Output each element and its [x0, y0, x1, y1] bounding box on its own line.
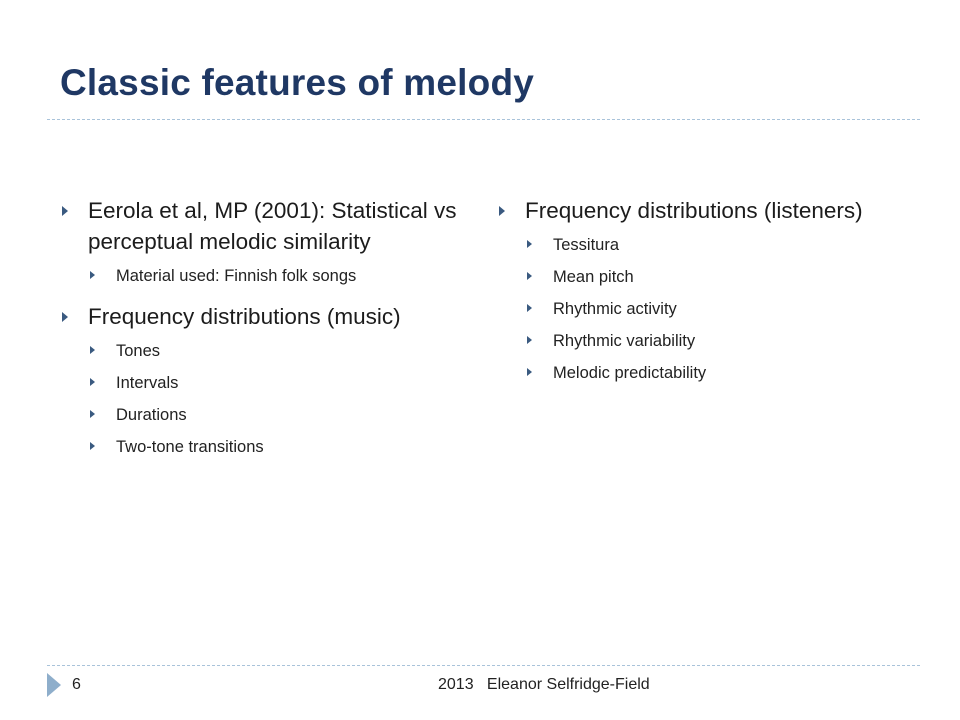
- sub-bullet-arrow-icon: [527, 304, 532, 312]
- sub-bullet-arrow-icon: [527, 240, 532, 248]
- bullet-group: [497, 195, 917, 384]
- sub-bullet-item: [60, 340, 460, 362]
- sub-bullet-item: [60, 372, 460, 394]
- bullet-arrow-icon: [62, 312, 68, 322]
- bullet-arrow-icon: [499, 206, 505, 216]
- sub-bullet-list: [60, 265, 460, 287]
- sub-bullet-text: Melodic predictability: [553, 364, 707, 382]
- title-divider: [47, 119, 920, 120]
- bullet-text: Frequency distributions (music): [88, 304, 401, 329]
- right-column: [497, 195, 917, 398]
- sub-bullet-arrow-icon: [527, 272, 532, 280]
- sub-bullet-text: Two-tone transitions: [116, 438, 264, 456]
- sub-bullet-item: [497, 234, 917, 256]
- bullet-group: [60, 301, 460, 458]
- page-number: 6: [72, 676, 81, 693]
- bullet-item: [60, 301, 460, 332]
- sub-bullet-arrow-icon: [90, 378, 95, 386]
- bullet-group: [60, 195, 460, 287]
- sub-bullet-arrow-icon: [90, 271, 95, 279]
- footer-divider: [47, 665, 920, 666]
- sub-bullet-arrow-icon: [527, 368, 532, 376]
- sub-bullet-arrow-icon: [90, 410, 95, 418]
- footer-triangle-icon: [47, 673, 61, 697]
- sub-bullet-text: Tones: [116, 342, 161, 360]
- footer-credit: 2013 Eleanor Selfridge-Field: [438, 676, 650, 693]
- bullet-item: [60, 195, 460, 257]
- sub-bullet-item: [497, 362, 917, 384]
- bullet-item: [497, 195, 917, 226]
- sub-bullet-text: Material used: Finnish folk songs: [116, 267, 357, 285]
- sub-bullet-text: Intervals: [116, 374, 179, 392]
- sub-bullet-text: Rhythmic variability: [553, 332, 696, 350]
- sub-bullet-item: [60, 265, 460, 287]
- sub-bullet-list: [60, 340, 460, 458]
- sub-bullet-text: Mean pitch: [553, 268, 634, 286]
- sub-bullet-text: Durations: [116, 406, 187, 424]
- bullet-text: Eerola et al, MP (2001): Statistical vs perceptual melodic similarity: [88, 198, 457, 254]
- sub-bullet-item: [60, 436, 460, 458]
- sub-bullet-item: [497, 266, 917, 288]
- sub-bullet-text: Rhythmic activity: [553, 300, 677, 318]
- sub-bullet-item: [497, 298, 917, 320]
- sub-bullet-list: [497, 234, 917, 384]
- slide-title: Classic features of melody: [60, 62, 535, 103]
- sub-bullet-item: [60, 404, 460, 426]
- sub-bullet-item: [497, 330, 917, 352]
- sub-bullet-arrow-icon: [90, 442, 95, 450]
- bullet-arrow-icon: [62, 206, 68, 216]
- bullet-text: Frequency distributions (listeners): [525, 198, 863, 223]
- sub-bullet-arrow-icon: [527, 336, 532, 344]
- left-column: [60, 195, 460, 472]
- sub-bullet-arrow-icon: [90, 346, 95, 354]
- sub-bullet-text: Tessitura: [553, 236, 620, 254]
